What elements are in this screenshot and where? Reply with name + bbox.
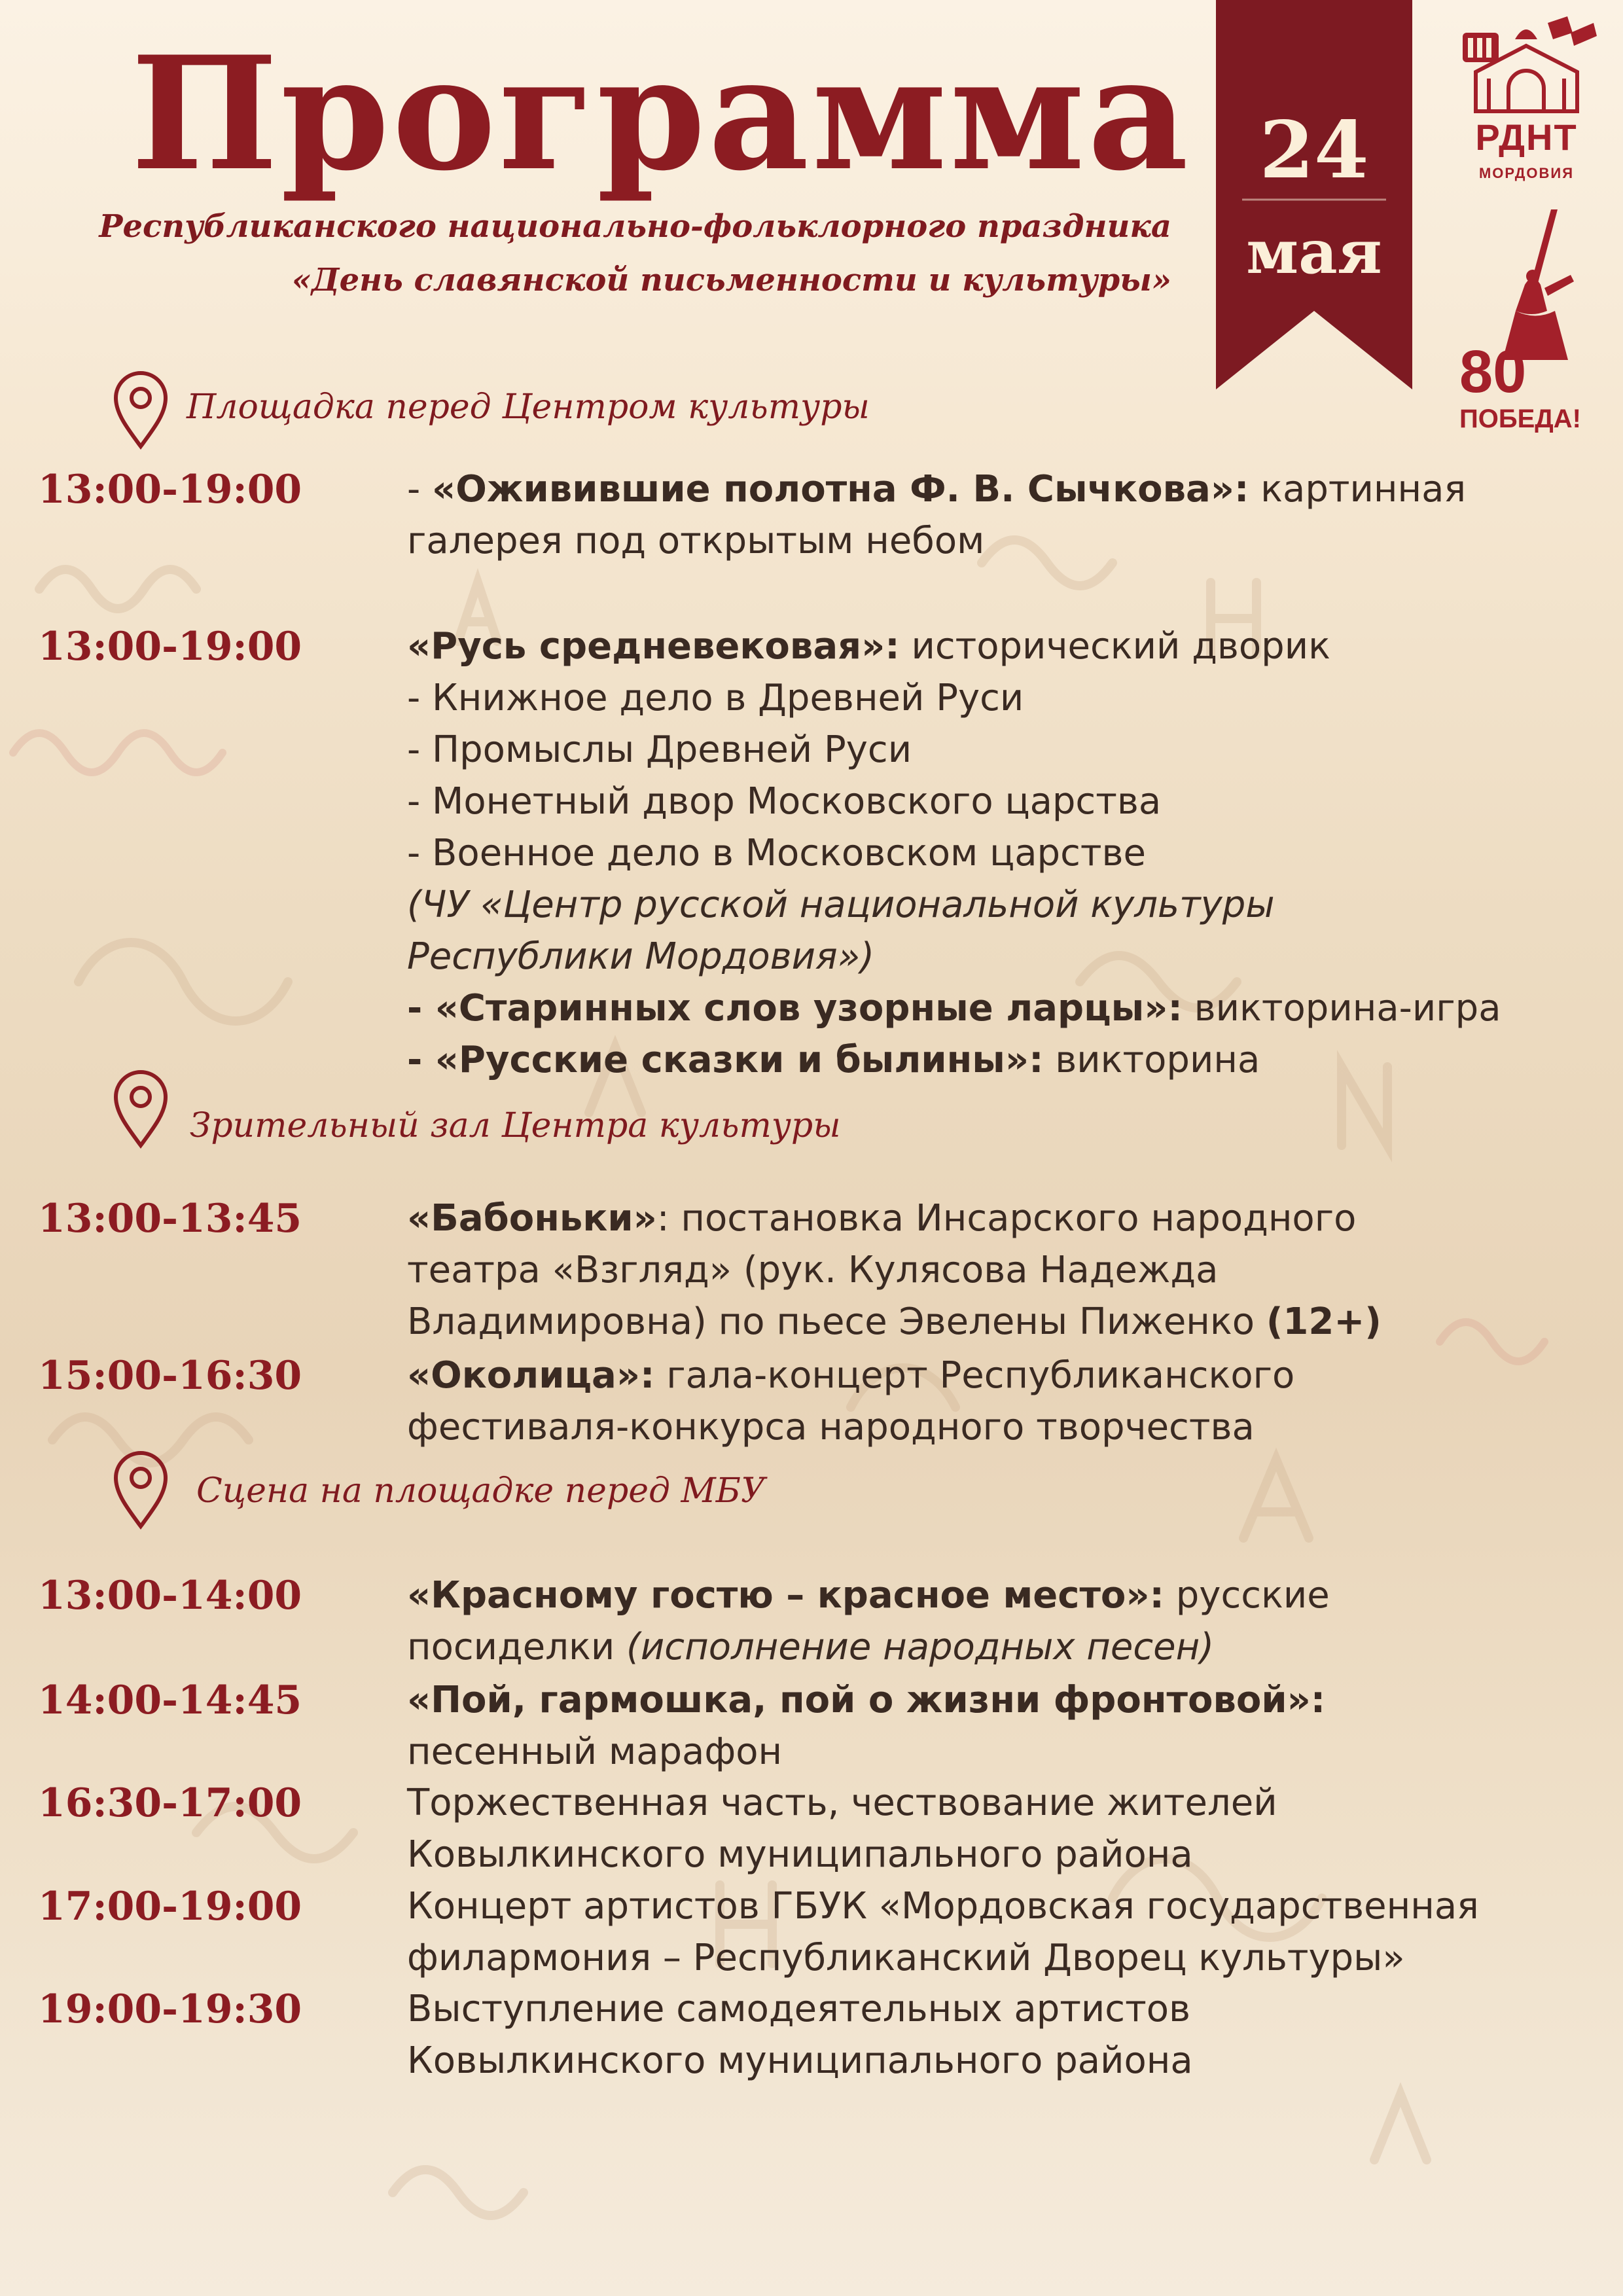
event-time: 16:30-17:00: [38, 1780, 302, 1826]
event-time: 13:00-19:00: [38, 624, 302, 670]
date-ribbon: [1216, 0, 1412, 389]
event-time: 13:00-13:45: [38, 1196, 302, 1242]
date-day: 24: [1259, 104, 1369, 196]
map-pin-icon: [108, 367, 173, 452]
victory-80-logo: [1459, 209, 1603, 439]
event-description: «Русь средневековая»: исторический дворик - Книжное дело в Древней Руси - Промыслы Древней Руси - Монетный двор Московского царства - Военное дело в Московском царстве (ЧУ «Центр русской национальной культуры Республики Мордовия») - «Старинных слов узорные ларцы»: викторина-игра - «Русские сказки и былины»: викторина: [407, 625, 1501, 1081]
event-time: 13:00-19:00: [38, 467, 302, 512]
rdnt-logo-caption: МОРДОВИЯ: [1478, 165, 1575, 181]
event-description: «Бабоньки»: постановка Инсарского народного театра «Взгляд» (рук. Кулясова Надежда Владимировна) по пьесе Эвелены Пиженко (12+): [407, 1197, 1382, 1343]
event-time: 15:00-16:30: [38, 1353, 302, 1399]
event-time: 13:00-14:00: [38, 1573, 302, 1619]
map-pin-icon: [108, 1446, 173, 1532]
event-description: «Красному гостю – красное место»: русские посиделки (исполнение народных песен): [407, 1574, 1330, 1668]
venue-label: Площадка перед Центром культуры: [187, 387, 870, 427]
page-title: Программа: [130, 23, 1192, 206]
motherland-statue-icon: [1459, 209, 1603, 360]
venue-label: Сцена на площадке перед МБУ: [196, 1471, 766, 1511]
rdnt-logo-text: РДНТ: [1475, 117, 1578, 158]
victory-80-text: ПОБЕДА!: [1459, 404, 1581, 433]
event-description: Концерт артистов ГБУК «Мордовская государственная филармония – Республиканский Дворец культуры»: [407, 1885, 1479, 1979]
victory-80-number: 80: [1459, 338, 1527, 405]
event-description: «Пой, гармошка, пой о жизни фронтовой»: песенный марафон: [407, 1679, 1326, 1773]
event-description: Выступление самодеятельных артистов Ковылкинского муниципального района: [407, 1988, 1193, 2082]
subtitle-line-2: «День славянской письменности и культуры»: [291, 262, 1171, 298]
event-description: - «Оживившие полотна Ф. В. Сычкова»: картинная галерея под открытым небом: [407, 468, 1467, 562]
subtitle-line-1: Республиканского национально-фольклорного праздника: [99, 208, 1171, 245]
event-description: Торжественная часть, чествование жителей Ковылкинского муниципального района: [407, 1782, 1277, 1876]
event-time: 14:00-14:45: [38, 1677, 302, 1723]
event-time: 17:00-19:00: [38, 1884, 302, 1929]
event-time: 19:00-19:30: [38, 1986, 302, 2032]
venue-label: Зрительный зал Центра культуры: [190, 1106, 841, 1145]
date-month: мая: [1246, 217, 1382, 287]
event-description: «Околица»: гала-концерт Республиканского фестиваля-конкурса народного творчества: [407, 1354, 1295, 1448]
rdnt-logo: [1450, 13, 1603, 193]
map-pin-icon: [108, 1066, 173, 1151]
